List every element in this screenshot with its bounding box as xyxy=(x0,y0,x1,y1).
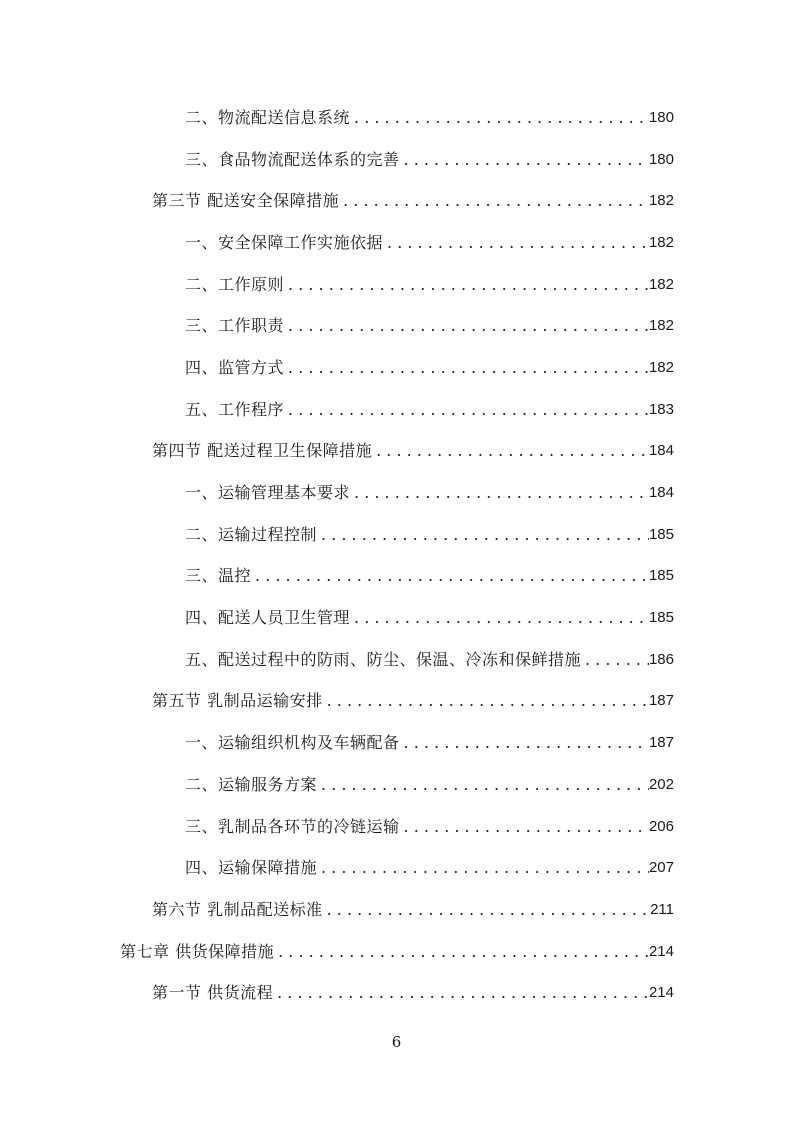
toc-section-entry[interactable] xyxy=(0,681,793,723)
toc-entry[interactable] xyxy=(0,472,793,514)
toc-entry-title: 四、配送人员卫生管理 xyxy=(185,608,351,628)
table-of-contents xyxy=(0,97,793,1014)
toc-entry[interactable] xyxy=(0,305,793,347)
toc-dot-leader xyxy=(317,858,649,878)
toc-entry-title: 二、物流配送信息系统 xyxy=(185,107,351,127)
toc-entry-page: 180 xyxy=(648,150,674,168)
toc-dot-leader xyxy=(339,191,649,211)
toc-entry-title: 二、工作原则 xyxy=(185,274,285,294)
toc-dot-leader xyxy=(581,650,649,670)
toc-entry-title: 三、乳制品各环节的冷链运输 xyxy=(185,816,400,836)
toc-dot-leader xyxy=(317,525,649,545)
toc-entry[interactable] xyxy=(0,389,793,431)
toc-entry-title: 五、工作程序 xyxy=(185,399,285,419)
toc-entry-page: 187 xyxy=(648,734,674,752)
toc-entry-page: 183 xyxy=(648,400,674,418)
toc-entry-page: 182 xyxy=(648,233,674,251)
toc-entry-title: 三、温控 xyxy=(185,566,252,586)
toc-dot-leader xyxy=(251,566,649,586)
toc-entry-title: 五、配送过程中的防雨、防尘、保温、冷冻和保鲜措施 xyxy=(185,649,582,669)
toc-entry-page: 187 xyxy=(648,692,674,710)
toc-entry[interactable] xyxy=(0,806,793,848)
toc-entry-page: 202 xyxy=(648,775,674,793)
toc-entry-page: 207 xyxy=(648,859,674,877)
toc-entry-page: 214 xyxy=(648,942,674,960)
toc-entry-page: 185 xyxy=(648,567,674,585)
toc-entry-title: 第三节 配送安全保障措施 xyxy=(152,191,340,211)
toc-entry-title: 第四节 配送过程卫生保障措施 xyxy=(152,441,373,461)
toc-entry-title: 一、运输管理基本要求 xyxy=(185,483,351,503)
toc-dot-leader xyxy=(350,483,649,503)
toc-entry-page: 214 xyxy=(648,984,674,1002)
toc-dot-leader xyxy=(284,358,649,378)
toc-entry-title: 第七章 供货保障措施 xyxy=(120,941,275,961)
toc-entry-title: 四、监管方式 xyxy=(185,357,285,377)
toc-entry[interactable] xyxy=(0,264,793,306)
toc-entry-title: 三、工作职责 xyxy=(185,316,285,336)
toc-entry-page: 186 xyxy=(648,650,674,668)
toc-dot-leader xyxy=(284,275,649,295)
toc-entry[interactable] xyxy=(0,222,793,264)
toc-entry-title: 一、运输组织机构及车辆配备 xyxy=(185,733,400,753)
toc-entry[interactable] xyxy=(0,347,793,389)
toc-entry-title: 一、安全保障工作实施依据 xyxy=(185,232,384,252)
toc-section-entry[interactable] xyxy=(0,889,793,931)
toc-entry[interactable] xyxy=(0,597,793,639)
toc-entry-page: 206 xyxy=(648,817,674,835)
toc-entry[interactable] xyxy=(0,847,793,889)
toc-chapter-entry[interactable] xyxy=(0,931,793,973)
toc-entry-title: 第六节 乳制品配送标准 xyxy=(152,899,323,919)
toc-entry[interactable] xyxy=(0,722,793,764)
toc-entry-page: 182 xyxy=(648,275,674,293)
toc-entry-title: 三、食品物流配送体系的完善 xyxy=(185,149,400,169)
toc-entry-page: 182 xyxy=(648,317,674,335)
toc-entry-title: 四、运输保障措施 xyxy=(185,858,318,878)
toc-entry-page: 185 xyxy=(648,609,674,627)
toc-entry-title: 二、运输过程控制 xyxy=(185,524,318,544)
toc-dot-leader xyxy=(372,441,649,461)
toc-dot-leader xyxy=(383,233,649,253)
toc-dot-leader xyxy=(400,733,649,753)
toc-entry-page: 184 xyxy=(648,484,674,502)
toc-dot-leader xyxy=(350,108,649,128)
toc-entry-page: 182 xyxy=(648,192,674,210)
toc-section-entry[interactable] xyxy=(0,972,793,1014)
toc-entry-page: 184 xyxy=(648,442,674,460)
page-number: 6 xyxy=(391,1033,402,1051)
toc-entry-page: 180 xyxy=(648,108,674,126)
toc-dot-leader xyxy=(323,900,650,920)
toc-entry-page: 182 xyxy=(648,358,674,376)
toc-section-entry[interactable] xyxy=(0,180,793,222)
toc-dot-leader xyxy=(284,400,649,420)
toc-dot-leader xyxy=(350,608,649,628)
toc-entry[interactable] xyxy=(0,556,793,598)
toc-entry[interactable] xyxy=(0,514,793,556)
toc-dot-leader xyxy=(400,150,649,170)
toc-entry[interactable] xyxy=(0,639,793,681)
toc-entry-title: 第一节 供货流程 xyxy=(152,983,274,1003)
toc-entry-page: 185 xyxy=(648,525,674,543)
toc-dot-leader xyxy=(317,775,649,795)
toc-entry[interactable] xyxy=(0,764,793,806)
toc-dot-leader xyxy=(323,691,649,711)
toc-section-entry[interactable] xyxy=(0,431,793,473)
toc-dot-leader xyxy=(273,983,649,1003)
toc-entry-page: 211 xyxy=(650,900,674,918)
toc-dot-leader xyxy=(274,942,649,962)
toc-entry-title: 二、运输服务方案 xyxy=(185,774,318,794)
toc-entry-title: 第五节 乳制品运输安排 xyxy=(152,691,323,711)
toc-dot-leader xyxy=(284,316,649,336)
toc-entry[interactable] xyxy=(0,139,793,181)
toc-dot-leader xyxy=(400,817,649,837)
toc-entry[interactable] xyxy=(0,97,793,139)
